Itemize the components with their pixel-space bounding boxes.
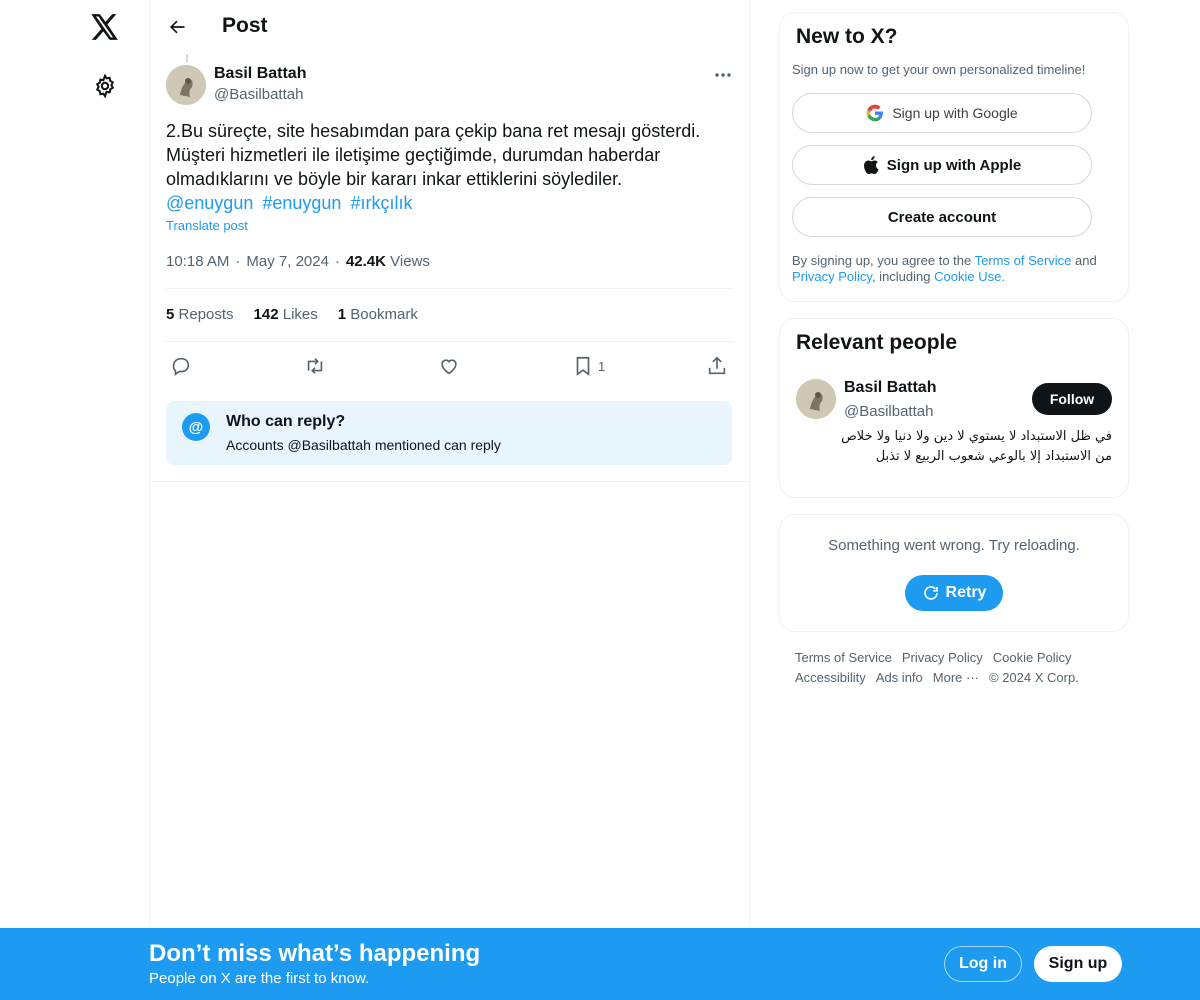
signup-button[interactable]: Sign up [1034,946,1122,982]
relevant-person-name[interactable]: Basil Battah [844,379,937,396]
error-card [779,514,1129,632]
signup-apple-label: Sign up with Apple [886,156,1022,174]
bookmarks-stat[interactable] [338,306,418,323]
author-handle[interactable]: @Basilbattah [214,86,304,103]
follow-button[interactable]: Follow [1032,383,1112,415]
reply-restriction-subtitle: Accounts @Basilbattah mentioned can reply [226,437,501,453]
relevant-people-card [779,318,1129,498]
main-column [149,0,750,1000]
divider [166,341,734,342]
author-name[interactable]: Basil Battah [214,65,307,82]
legal-text: and [1071,253,1097,268]
translate-post-link[interactable]: Translate post [166,218,248,233]
hashtag-link[interactable]: #enuygun [262,193,342,213]
bookmark-action-count: 1 [598,358,606,374]
relevant-person-avatar[interactable] [796,379,836,419]
signup-google-label: Sign up with Google [892,105,1018,121]
likes-stat[interactable] [254,306,318,323]
cookie-use-link[interactable]: Cookie Use. [934,269,1005,284]
signup-card-subtitle: Sign up now to get your own personalized timeline! [792,62,1086,77]
bookmarks-label: Bookmark [350,306,418,323]
settings-gear-icon[interactable] [90,71,120,101]
mention-link[interactable]: @enuygun [166,193,254,213]
footer-terms-link[interactable]: Terms of Service [795,650,892,665]
reply-restriction-box [166,401,732,465]
views-label: Views [390,253,430,270]
banner-subtitle: People on X are the first to know. [149,970,370,987]
signup-google-button[interactable] [792,93,1092,133]
views-count: 42.4K [345,253,386,270]
post-actions [166,350,734,382]
privacy-link[interactable]: Privacy Policy [792,269,872,284]
post-tags [166,191,416,215]
banner-title: Don’t miss what’s happening [149,940,481,967]
signup-card-title: New to X? [796,25,898,48]
retry-button[interactable] [905,575,1003,611]
google-icon [866,104,884,122]
login-button[interactable]: Log in [944,946,1022,982]
legal-text: , including [871,269,935,284]
divider [150,481,750,482]
meta-separator: · [334,253,340,270]
repost-icon[interactable] [303,350,327,382]
reposts-label: Reposts [178,306,234,323]
terms-link[interactable]: Terms of Service [974,253,1072,268]
footer-accessibility-link[interactable]: Accessibility [795,670,866,685]
bookmark-icon [572,355,594,377]
refresh-icon [922,584,940,602]
footer-more-link[interactable]: More ··· [932,670,979,685]
like-heart-icon[interactable] [438,350,460,382]
left-nav [0,0,150,1000]
retry-label: Retry [945,584,987,601]
footer-ads-link[interactable]: Ads info [875,670,923,685]
apple-icon [863,156,879,174]
share-icon[interactable] [706,350,728,382]
footer-links [795,648,1115,688]
post-text: 2.Bu süreçte, site hesabımdan para çekip bana ret mesajı gösterdi. Müşteri hizmetleri ile iletişime geçtiğimde, durumdan haberdar olmadıklarını ve böyle bir kararı inkar ettiklerini söylediler. [166,121,701,189]
at-sign-icon: @ [182,413,210,441]
footer-copyright: © 2024 X Corp. [989,670,1079,685]
signup-card [779,12,1129,302]
bookmarks-count: 1 [337,306,347,323]
reposts-count: 5 [166,306,175,323]
reply-restriction-title: Who can reply? [226,413,346,430]
x-logo-icon[interactable] [88,10,122,44]
reposts-stat[interactable] [166,306,234,323]
footer-privacy-link[interactable]: Privacy Policy [901,650,983,665]
page-title: Post [222,14,268,37]
meta-separator: · [235,253,241,270]
reply-icon[interactable] [170,350,192,382]
create-account-button[interactable] [792,197,1092,237]
post-stats [166,306,418,323]
relevant-people-title: Relevant people [796,331,958,354]
thread-connector-line [186,54,188,62]
bookmark-action[interactable] [572,350,605,382]
likes-count: 142 [253,306,279,323]
post-meta [166,253,430,270]
create-account-label: Create account [887,208,997,226]
error-message: Something went wrong. Try reloading. [828,537,1080,554]
relevant-person-handle[interactable]: @Basilbattah [844,403,934,420]
back-arrow-icon[interactable] [164,14,190,40]
divider [166,288,734,289]
post-time[interactable]: 10:18 AM [166,253,230,270]
hashtag-link[interactable]: #ırkçılık [350,193,413,213]
signup-banner [0,928,1200,1000]
signup-apple-button[interactable] [792,145,1092,185]
more-options-icon[interactable] [710,64,736,86]
legal-text: By signing up, you agree to the [792,253,975,268]
author-avatar[interactable] [166,65,206,105]
relevant-person-bio: في ظل الاستبداد لا يستوي لا دين ولا دنيا ولا خلاص من الاستبداد إلا بالوعي شعوب الربيع لا تذبل [841,429,1112,464]
post-date[interactable]: May 7, 2024 [246,253,329,270]
signup-legal-text [792,253,1118,285]
top-bar [150,0,750,54]
footer-cookie-link[interactable]: Cookie Policy [992,650,1072,665]
likes-label: Likes [282,306,318,323]
